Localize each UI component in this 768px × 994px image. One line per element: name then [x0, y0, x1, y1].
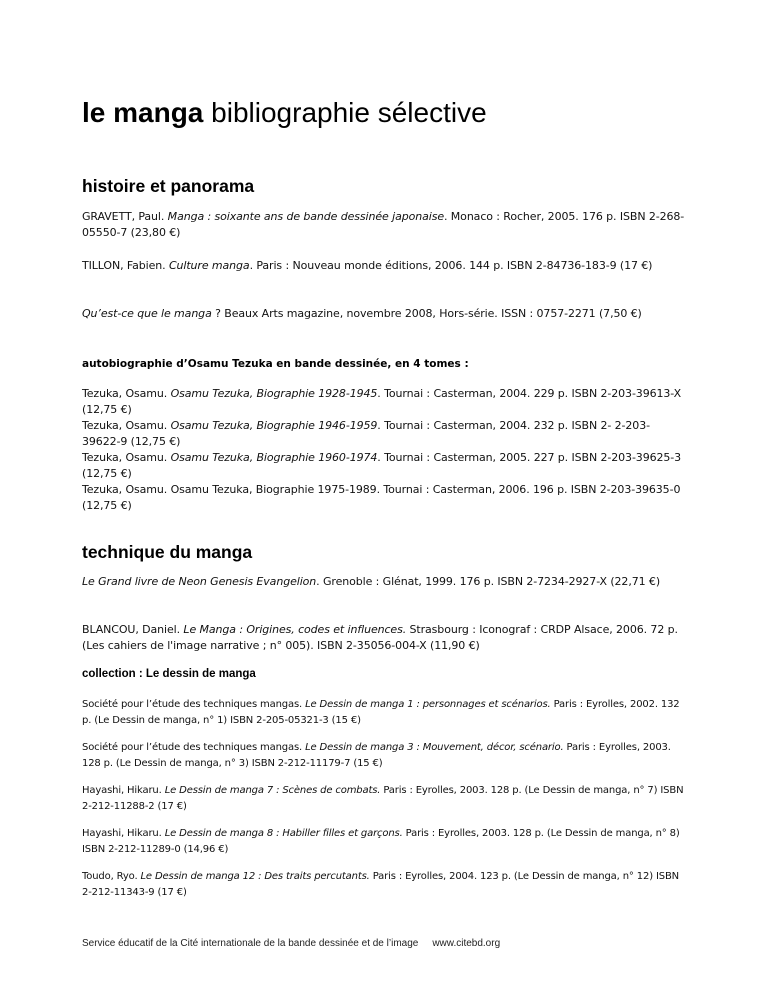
reference-tezuka-4: [82, 482, 688, 514]
ref-title: Le Manga : Origines, codes et influences.: [183, 623, 407, 636]
ref-title: Osamu Tezuka, Biographie 1960-1974: [170, 451, 378, 464]
page-footer: [82, 938, 702, 950]
ref-author: Toudo, Ryo.: [82, 871, 141, 882]
reference-dessin-3: [82, 740, 688, 772]
ref-author: Tezuka, Osamu.: [82, 419, 171, 432]
ref-details: ? Beaux Arts magazine, novembre 2008, Hors-série. ISSN : 0757-2271 (7,50 €): [211, 307, 642, 320]
ref-details: . Tournai : Casterman, 2004. 232 p. ISBN 2- 2-203-39622-9 (12,75 €): [82, 419, 650, 448]
title-rest: bibliographie sélective: [203, 97, 487, 128]
ref-title: Le Dessin de manga 7 : Scènes de combats.: [164, 785, 381, 796]
reference-dessin-1: [82, 697, 688, 729]
ref-title: Le Grand livre de Neon Genesis Evangelion: [82, 575, 317, 588]
reference-dessin-12: [82, 869, 688, 901]
reference-dessin-7: [82, 783, 688, 815]
ref-author: Hayashi, Hikaru.: [82, 785, 165, 796]
ref-title: Culture manga: [168, 259, 250, 272]
ref-details: . Grenoble : Glénat, 1999. 176 p. ISBN 2-7234-2927-X (22,71 €): [316, 575, 661, 588]
ref-title: Le Dessin de manga 8 : Habiller filles et garçons.: [164, 828, 403, 839]
reference-evangelion: [82, 574, 688, 590]
ref-title: Osamu Tezuka, Biographie 1928-1945: [170, 387, 378, 400]
ref-details: . Tournai : Casterman, 2004. 229 p. ISBN 2-203-39613-X (12,75 €): [82, 387, 682, 416]
ref-details: . Monaco : Rocher, 2005. 176 p. ISBN 2-268-05550-7 (23,80 €): [82, 210, 685, 239]
ref-author: TILLON, Fabien.: [82, 259, 169, 272]
ref-details: . Tournai : Casterman, 2005. 227 p. ISBN 2-203-39625-3 (12,75 €): [82, 451, 682, 480]
section-heading-technique: technique du manga: [82, 542, 253, 562]
ref-author: Société pour l’étude des techniques mangas.: [82, 742, 306, 753]
ref-title: Le Dessin de manga 12 : Des traits percutants.: [140, 871, 370, 882]
document-title: [82, 96, 487, 130]
title-bold: le manga: [82, 97, 204, 128]
ref-author: GRAVETT, Paul.: [82, 210, 168, 223]
ref-details: Strasbourg : Iconograf : CRDP Alsace, 2006. 72 p. (Les cahiers de l'image narrative ; n° 005). ISBN 2-35056-004-X (11,90 €): [82, 623, 678, 652]
ref-author: Hayashi, Hikaru.: [82, 828, 165, 839]
reference-gravett: [82, 209, 688, 241]
ref-title: Le Dessin de manga 3 : Mouvement, décor, scénario.: [305, 742, 564, 753]
ref-title: Osamu Tezuka, Biographie 1946-1959: [170, 419, 378, 432]
ref-author: Tezuka, Osamu. Osamu Tezuka, Biographie 1975-1989. Tournai : Casterman, 2006. 196 p. ISBN 2-203-39635-0 (12,75 €): [82, 483, 681, 512]
ref-details: . Paris : Nouveau monde éditions, 2006. 144 p. ISBN 2-84736-183-9 (17 €): [249, 259, 653, 272]
ref-author: Tezuka, Osamu.: [82, 451, 171, 464]
ref-details: Paris : Eyrolles, 2003. 128 p. (Le Dessin de manga, n° 3) ISBN 2-212-11179-7 (15 €): [82, 742, 671, 769]
ref-details: Paris : Eyrolles, 2002. 132 p. (Le Dessin de manga, n° 1) ISBN 2-205-05321-3 (15 €): [82, 699, 680, 726]
subheading-collection: collection : Le dessin de manga: [82, 668, 256, 680]
ref-title: Le Dessin de manga 1 : personnages et scénarios.: [305, 699, 551, 710]
tezuka-reference-list: [82, 386, 688, 514]
ref-title: Qu’est-ce que le manga: [82, 307, 212, 320]
reference-blancou: [82, 622, 688, 654]
subheading-tezuka: autobiographie d’Osamu Tezuka en bande dessinée, en 4 tomes :: [82, 358, 469, 370]
ref-details: Paris : Eyrolles, 2003. 128 p. (Le Dessin de manga, n° 8) ISBN 2-212-11289-0 (14,96 €): [82, 828, 680, 855]
reference-tezuka-3: [82, 450, 688, 482]
reference-dessin-8: [82, 826, 688, 858]
reference-beaux-arts: [82, 306, 688, 322]
ref-details: Paris : Eyrolles, 2003. 128 p. (Le Dessin de manga, n° 7) ISBN 2-212-11288-2 (17 €): [82, 785, 684, 812]
ref-details: Paris : Eyrolles, 2004. 123 p. (Le Dessin de manga, n° 12) ISBN 2-212-11343-9 (17 €): [82, 871, 680, 898]
reference-tezuka-2: [82, 418, 688, 450]
reference-tezuka-1: [82, 386, 688, 418]
ref-author: Tezuka, Osamu.: [82, 387, 171, 400]
reference-tillon: [82, 258, 688, 274]
ref-title: Manga : soixante ans de bande dessinée japonaise: [167, 210, 444, 223]
footer-organization: Service éducatif de la Cité internationale de la bande dessinée et de l’image: [82, 938, 419, 949]
ref-author: Société pour l’étude des techniques mangas.: [82, 699, 306, 710]
ref-author: BLANCOU, Daniel.: [82, 623, 184, 636]
section-heading-histoire: histoire et panorama: [82, 176, 255, 196]
footer-website: www.citebd.org: [432, 938, 501, 949]
